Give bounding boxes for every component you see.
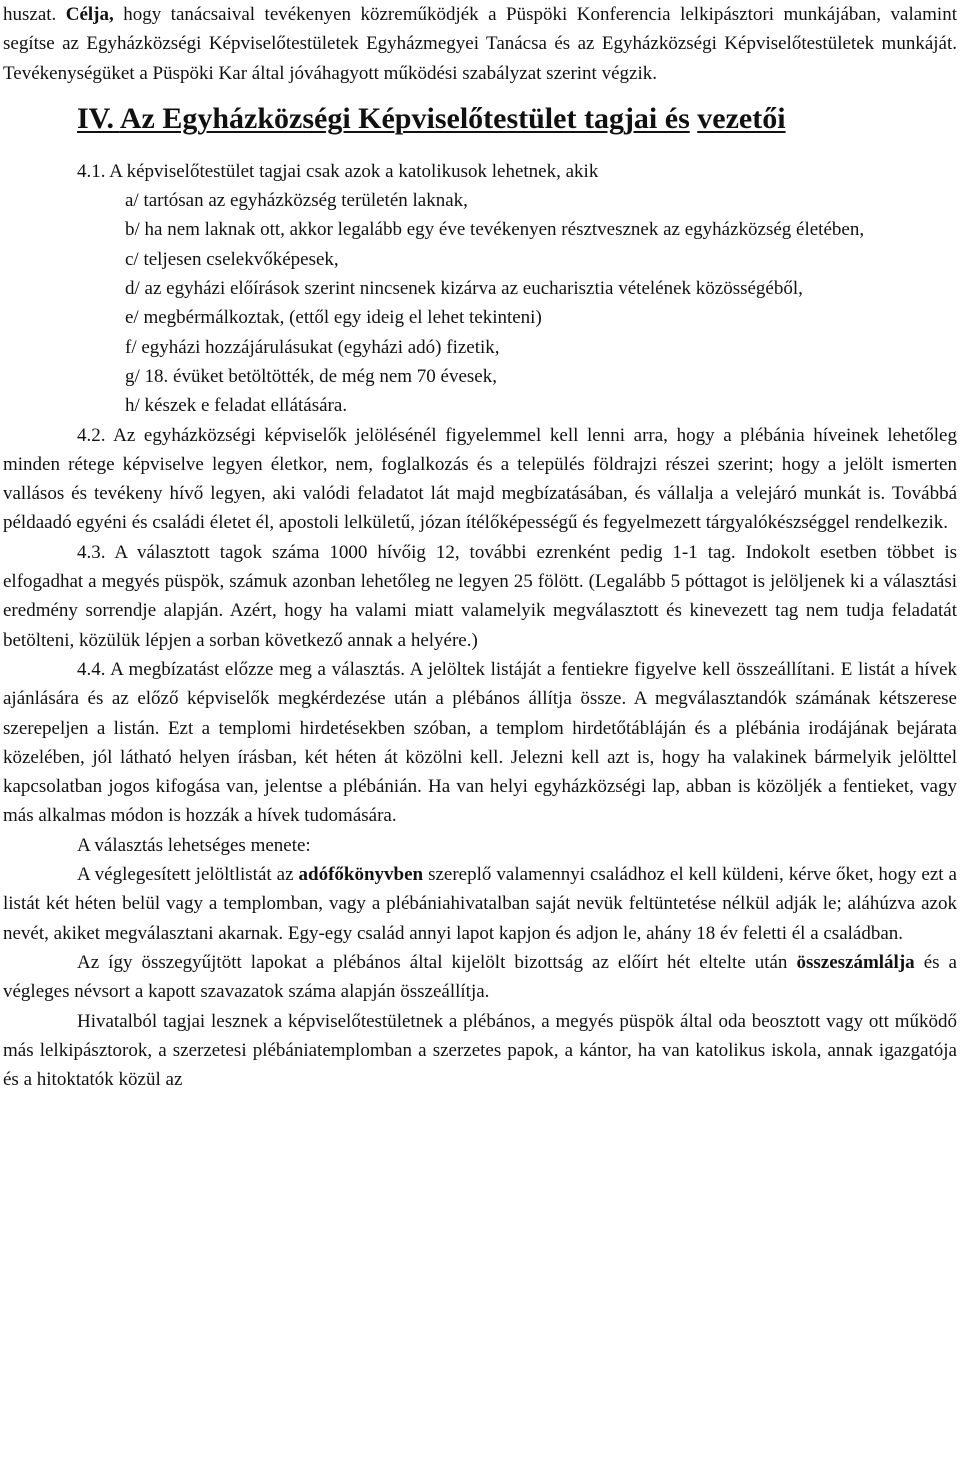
list-item: e/ megbérmálkoztak, (ettől egy ideig el lehet tekinteni) — [125, 307, 542, 329]
counting-after: és a végleges névsort a kapott szavazatok száma alapján összeállítja. — [3, 951, 957, 1003]
candidate-list-after: szereplő valamennyi családhoz el kell küldeni, kérve őket, hogy ezt a listát két héten belül vagy a templomban, vagy a plébániahivatalban saját nevük feltüntetése nélkül adják le; aláhúzva azok nevét, akiket megválasztani akarnak. Egy-egy család annyi lapot kapjon és adjon le, ahány 18 év feletti él a családban. — [3, 864, 957, 944]
intro-paragraph — [3, 0, 957, 88]
list-item: b/ ha nem laknak ott, akkor legalább egy éve tevékenyen résztvesznek az egyházközség életében, — [125, 219, 865, 241]
section-heading-title: Az Egyházközségi Képviselőtestület tagjai és — [119, 101, 690, 135]
eligibility-list — [3, 186, 957, 420]
section-heading-title-cont: vezetői — [697, 101, 786, 135]
section-4-1-lead: 4.1. A képviselőtestület tagjai csak azok a katolikusok lehetnek, akik — [77, 160, 599, 182]
candidate-list-bold: adófőkönyvben — [298, 864, 424, 886]
section-4-2: 4.2. Az egyházközségi képviselők jelölésénél figyelemmel kell lenni arra, hogy a plébánia híveinek lehetőleg minden rétege képviselve legyen életkor, nem, foglalkozás és a település földrajzi részei szerint; hogy a jelölt ismerten vallásos és tevékeny hívő legyen, aki valódi feladatot lát majd megbízatásában, és vállalja a velejáró munkát is. Továbbá példaadó egyéni és családi életet él, apostoli lelkületű, józan ítélőképességű és fegyelmezett tárgyalókészséggel rendelkezik. — [3, 424, 957, 534]
list-item: g/ 18. évüket betöltötték, de még nem 70 évesek, — [125, 365, 497, 387]
intro-rest: hogy tanácsaival tevékenyen közreműködjék a Püspöki Konferencia lelkipásztori munkájában, valamint segítse az Egyházközségi Képviselőtestületek Egyházmegyei Tanácsa és az Egyházközségi Képviselőtestületek munkáját. Tevékenységüket a Püspöki Kar által jóváhagyott működési szabályzat szerint végzik. — [3, 4, 957, 84]
counting-paragraph — [3, 948, 957, 1007]
counting-before: Az így összegyűjtött lapokat a plébános által kijelölt bizottság az előírt hét eltelte után — [77, 951, 797, 973]
document-page — [3, 0, 957, 1094]
list-item: c/ teljesen cselekvőképesek, — [125, 248, 339, 270]
section-4-4: 4.4. A megbízatást előzze meg a választás. A jelöltek listáját a fentiekre figyelve kell összeállítani. E listát a hívek ajánlására és az előző képviselők megkérdezése után a plébános állítja össze. A megválasztandók számának kétszerese szerepeljen a listán. Ezt a templomi hirdetésekben szóban, a templom hirdetőtábláján és a plébánia irodájának bejárata közelében, jól látható helyen írásban, két héten át közölni kell. Jelezni kell azt is, hogy ha valakinek bármelyik jelölttel kapcsolatban jogos kifogása van, jelentse a plébánián. Ha van helyi egyházközségi lap, abban is közöljék a fentieket, vagy más alkalmas módon is hozzák a hívek tudomására. — [3, 658, 957, 827]
section-heading — [3, 96, 957, 141]
section-heading-number: IV. — [77, 101, 114, 135]
list-item: a/ tartósan az egyházközség területén laknak, — [125, 190, 468, 212]
counting-bold: összeszámlálja — [796, 951, 915, 973]
list-item: h/ készek e feladat ellátására. — [125, 395, 348, 417]
ex-officio-paragraph: Hivatalból tagjai lesznek a képviselőtestületnek a plébános, a megyés püspök által oda beosztott vagy ott működő más lelkipásztorok, a szerzetesi plébániatemplomban a szerzetes papok, a kántor, ha van katolikus iskola, annak igazgatója és a hitoktatók közül az — [3, 1010, 957, 1091]
candidate-list-paragraph — [3, 860, 957, 948]
intro-lead: huszat. — [3, 4, 66, 25]
section-4-3: 4.3. A választott tagok száma 1000 hívőig 12, további ezrenként pedig 1-1 tag. Indokolt esetben többet is elfogadhat a megyés püspök, számuk azonban lehetőleg ne legyen 25 fölött. (Legalább 5 póttagot is jelöljenek ki a választási eredmény sorrendje alapján. Azért, hogy ha valami miatt valamelyik megválasztott és kinevezett tag nem tudja feladatát betölteni, közülük lépjen a sorban következő annak a helyére.) — [3, 541, 957, 651]
list-item: f/ egyházi hozzájárulásukat (egyházi adó) fizetik, — [125, 336, 500, 358]
election-process-heading: A választás lehetséges menete: — [77, 834, 311, 856]
intro-bold-celja: Célja, — [65, 4, 114, 25]
candidate-list-before: A véglegesített jelöltlistát az — [77, 864, 299, 886]
list-item: d/ az egyházi előírások szerint nincsenek kizárva az eucharisztia vételének közösségéből, — [125, 278, 803, 300]
